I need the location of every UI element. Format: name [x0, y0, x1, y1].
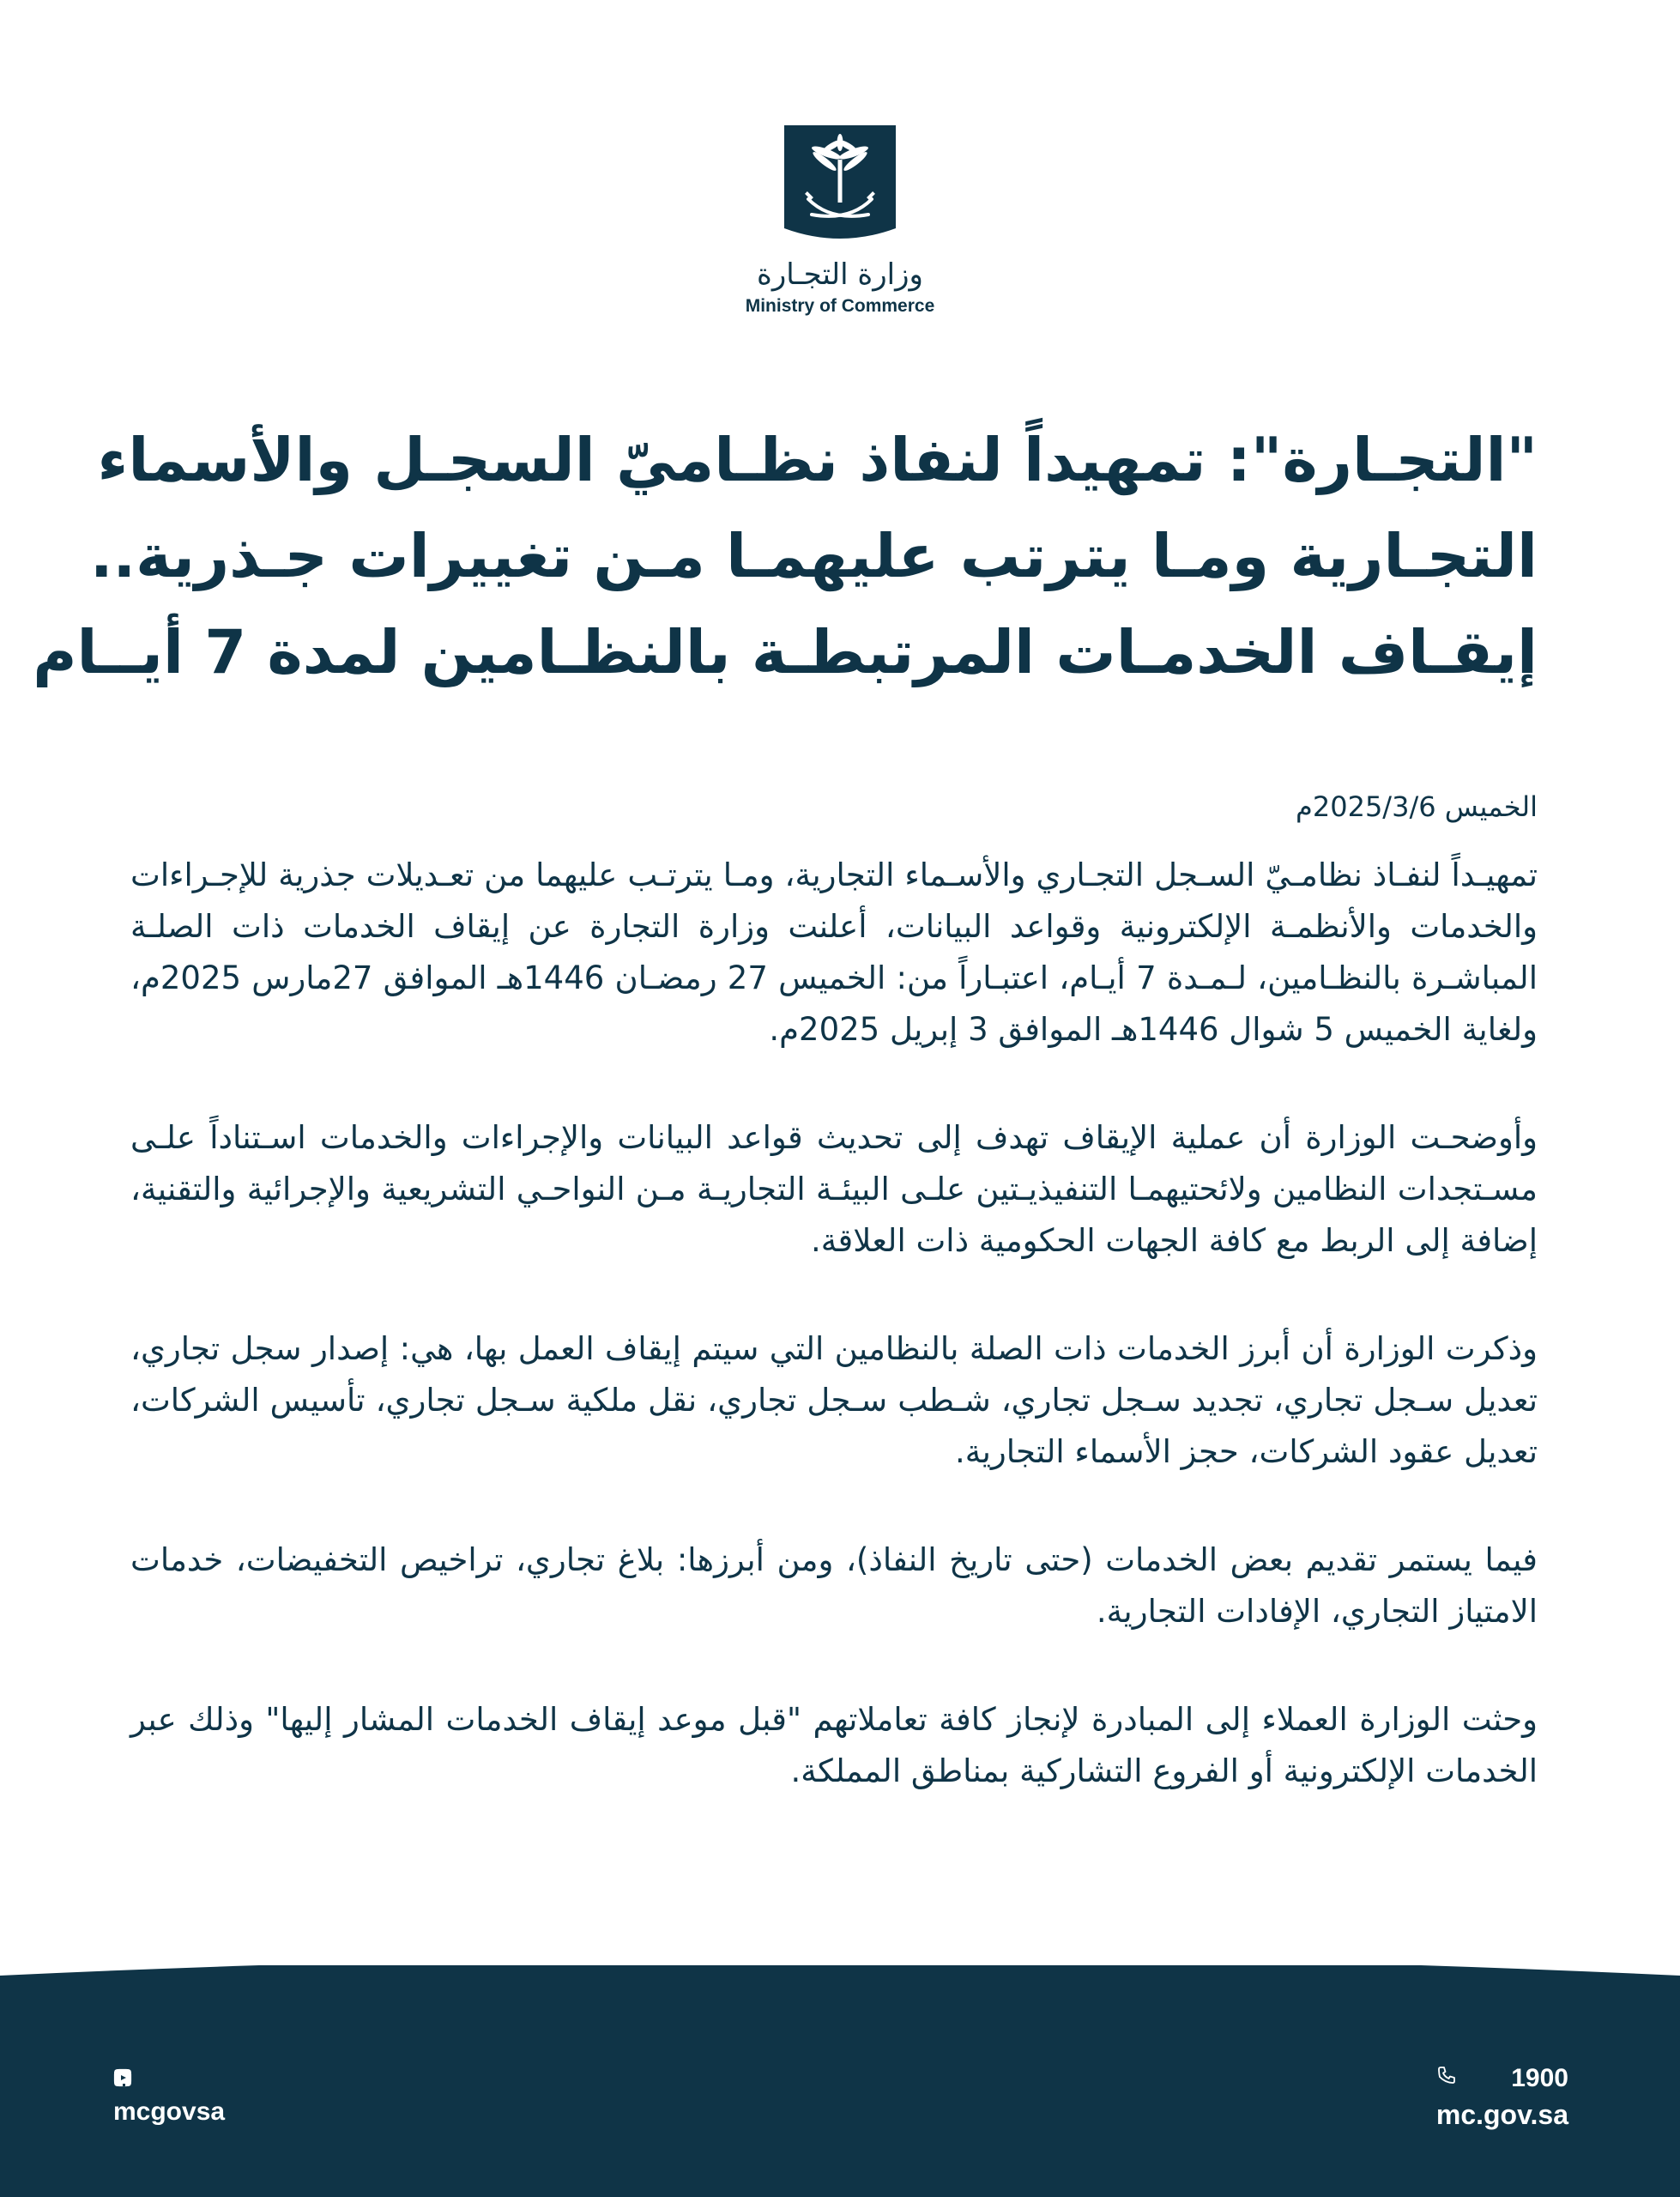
paragraph-1: تمهيـداً لنفـاذ نظامـيّ السـجل التجـاري والأسـماء التجارية، ومـا يترتـب عليهما من تعـديلات جذرية للإجـراءات والخدمات والأنظمـة الإلكترونية وقواعد البيانات، أعلنت وزارة التجارة عن إيقاف الخدمات ذات الصلـة المباشـرة بالنظـامين، لـمـدة 7 أيـام، اعتبـاراً من: الخميس 27 رمضـان 1446هـ الموافق 27مارس 2025م، ولغاية الخميس 5 شوال 1446هـ الموافق 3 إبريل 2025م.: [130, 856, 1538, 1048]
contact-block: [1436, 2065, 1568, 2128]
headline-line-2: التجـارية ومـا يترتب عليهمـا مـن تغييرات جـذرية..: [89, 521, 1538, 591]
saudi-palm-swords-emblem-icon: [779, 120, 901, 242]
paragraph-5: وحثت الوزارة العملاء إلى المبادرة لإنجاز كافة تعاملاتهم "قبل موعد إيقاف الخدمات المشار إليها" وذلك عبر الخدمات الإلكترونية أو الفروع التشاركية بمناطق المملكة.: [130, 1701, 1538, 1789]
social-icons: [113, 2068, 225, 2091]
social-handle[interactable]: mcgovsa: [113, 2097, 226, 2126]
footer-wave-background: [0, 1965, 1680, 2197]
paragraph-3: وذكرت الوزارة أن أبرز الخدمات ذات الصلة بالنظامين التي سيتم إيقاف العمل بها، هي: إصدار سجل تجاري، تعديل سـجل تجاري، تجديد سـجل تجاري، شـطب سـجل تجاري، نقل ملكية سـجل تجاري، تأسيس الشركات، تعديل عقود الشركات، حجز الأسماء التجارية.: [130, 1330, 1538, 1470]
phone-icon: [1436, 2065, 1457, 2085]
publication-date: الخميس 2025/3/6م: [1296, 790, 1538, 823]
headline-line-3: إيقـاف الخدمـات المرتبطـة بالنظـامين لمدة 7 أيــام: [33, 617, 1538, 687]
ministry-logo: [0, 120, 1680, 316]
website-link[interactable]: mc.gov.sa: [1435, 2099, 1568, 2130]
phone-row[interactable]: [1436, 2065, 1568, 2092]
footer: [0, 1965, 1680, 2197]
paragraph-4: فيما يستمر تقديم بعض الخدمات (حتى تاريخ النفاذ)، ومن أبرزها: بلاغ تجاري، تراخيص التخفيضات، خدمات الامتياز التجاري، الإفادات التجارية.: [130, 1541, 1538, 1630]
headline: [33, 412, 1538, 700]
article-body: [130, 850, 1538, 1854]
logo-name-english: Ministry of Commerce: [745, 296, 935, 317]
logo-name-arabic: وزارة التجـارة: [757, 257, 923, 292]
phone-number: 1900: [1511, 2064, 1568, 2092]
paragraph-2: وأوضحـت الوزارة أن عملية الإيقاف تهدف إلى تحديث قواعد البيانات والإجراءات والخدمات اسـتناداً علـى مسـتجدات النظامين ولائحتيهمـا التنفيذيـتين علـى البيئـة التجاريـة مـن النواحـي التشريعية والإجرائية والتقنية، إضافة إلى الربط مع كافة الجهات الحكومية ذات العلاقة.: [130, 1119, 1538, 1259]
youtube-icon[interactable]: [113, 2068, 132, 2087]
social-block: [113, 2068, 225, 2125]
headline-line-1: "التجـارة": تمهيداً لنفاذ نظـاميّ السجـل والأسماء: [97, 425, 1538, 495]
